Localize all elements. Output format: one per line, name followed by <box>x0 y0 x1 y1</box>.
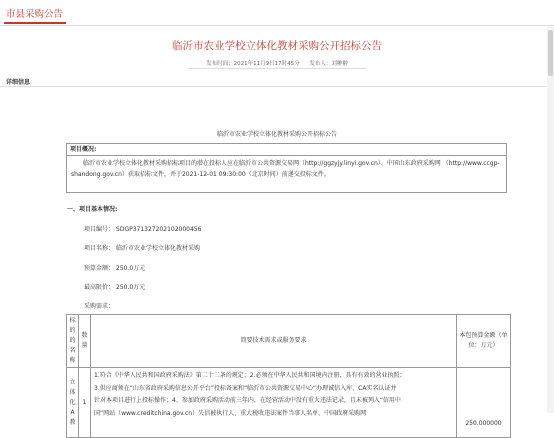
overview-line-1: 临沂市农业学校立体化教材采购招标项目的潜在投标人应在临沂市公共资源交易网（http://ggzyjy.linyi.gov.cn）、中国山东政府采购网 <box>83 160 441 167</box>
header-requirements: 简要技术需求或服务要求 <box>91 315 457 368</box>
max-price-value: 250.0万元 <box>116 284 146 291</box>
page-title: 临沂市农业学校立体化教材采购公开招标公告 <box>172 40 382 52</box>
overview-text <box>71 158 504 180</box>
requirement-label: 采购需求： <box>84 303 115 310</box>
field-project-name <box>84 243 200 252</box>
scrollbar-thumb[interactable] <box>548 30 553 76</box>
overview-line-2: （http://www.ccgp-shandong.gov.cn）获取招标文件，并于2021-12-01 09:30:00（北京时间）前递交投标文件。 <box>71 160 500 178</box>
budget-value: 250.0万元 <box>116 265 146 272</box>
header-item-name: 标的的名称 <box>67 315 79 368</box>
budget-label: 预算金额： <box>84 265 115 272</box>
publish-time: 发布时间：2021年11月9日17时45分 <box>206 61 300 67</box>
detail-info-label: 详细信息 <box>6 79 31 86</box>
field-project-no <box>84 224 201 233</box>
overview-heading: 项目概况: <box>67 144 506 156</box>
table-header-row <box>67 315 511 368</box>
cell-item-name: 立体化A教 <box>67 368 79 438</box>
requirement-line: 国”网站（www.creditchina.gov.cn）失信被执行人、重大税收违法案件当事人名单、中国政府采购网 <box>94 409 367 417</box>
field-max-price <box>84 282 145 291</box>
document-title: 临沂市农业学校立体化教材采购公开招标公告 <box>216 131 337 138</box>
project-overview-box <box>66 143 507 193</box>
header-budget-amount: 本包预算金额（单位：万元） <box>457 315 511 368</box>
requirements-table <box>66 314 511 438</box>
max-price-label: 最高限价： <box>84 284 115 291</box>
notice-meta <box>0 59 554 67</box>
cell-quantity: 1 <box>79 368 91 438</box>
project-name-label: 项目名称： <box>84 245 115 252</box>
project-name-value: 临沂市农业学校立体化教材采购 <box>116 245 201 252</box>
scrollbar-track[interactable] <box>547 27 554 413</box>
cell-budget-amount: 250.000000 <box>457 368 511 438</box>
table-row <box>67 368 511 438</box>
field-budget <box>84 263 145 272</box>
project-no-label: 项目编号： <box>84 226 115 233</box>
project-no-value: SDGP371327202102000456 <box>116 226 202 233</box>
breadcrumb-active-indicator <box>4 22 66 24</box>
breadcrumb-bar <box>0 0 554 26</box>
requirement-line: 1.符合《中华人民共和国政府采购法》第二十二条的规定；2.必须在中华人民共和国境内注册，具有有效的营业执照； <box>94 372 406 379</box>
breadcrumb-link[interactable]: 市县采购公告 <box>6 9 64 20</box>
publisher: 发布人：刘翀翀 <box>309 61 348 67</box>
detail-divider <box>0 86 554 87</box>
section-basic-info-heading: 一、项目基本情况: <box>67 206 118 213</box>
meta-divider <box>188 68 366 69</box>
requirement-line: 3.供应商须在“山东省政府采购信息公开平台”投标备案和“临沂市公共资源交易中心”办理诚信入库、CA实名认证并 <box>94 384 397 392</box>
requirement-line: 针对本项目进行上投标操作；4、参加政府采购活动前三年内，在经营活动中没有重大违法记录，且未被列入“信用中 <box>94 397 401 404</box>
cell-requirements <box>91 368 457 438</box>
header-quantity: 数量 <box>79 315 91 368</box>
field-requirement <box>84 301 116 310</box>
